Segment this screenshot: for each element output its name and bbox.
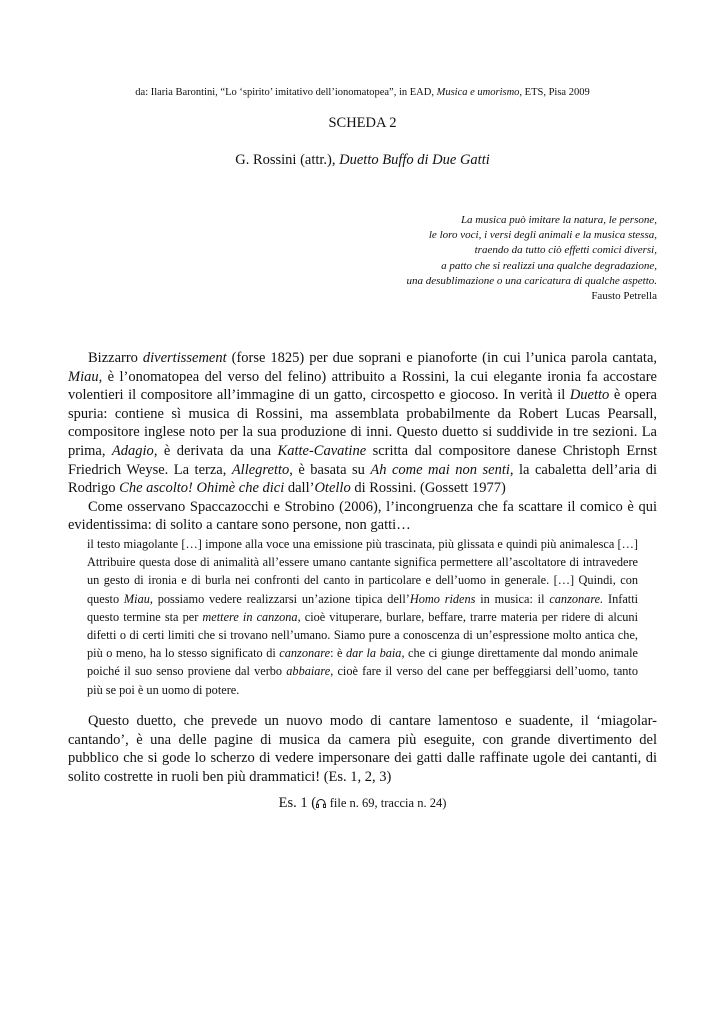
epigraph-line: le loro voci, i versi degli animali e la musica stessa, bbox=[428, 229, 657, 242]
section-heading: SCHEDA 2 bbox=[328, 115, 397, 131]
paragraph-comment: Come osservano Spaccazocchi e Strobino (2006), l’incongruenza che fa scattare il comico è qui evidentissima: di solito a cantare sono persone, non gatti… bbox=[68, 498, 657, 534]
epigraph bbox=[297, 213, 657, 304]
epigraph-line: traendo da tutto ciò effetti comici diversi, bbox=[474, 244, 657, 257]
title-composer: G. Rossini (attr.), bbox=[235, 152, 336, 168]
body-text-closing bbox=[68, 712, 657, 786]
source-citation bbox=[0, 87, 725, 98]
piece-title bbox=[0, 152, 725, 169]
example-label: Es. 1 ( bbox=[278, 795, 317, 811]
source-book-title: Musica e umorismo bbox=[436, 87, 520, 98]
body-text bbox=[68, 349, 657, 535]
title-work: Duetto Buffo di Due Gatti bbox=[339, 152, 490, 168]
block-quote bbox=[87, 535, 638, 699]
epigraph-author: Fausto Petrella bbox=[591, 290, 657, 303]
epigraph-line: La musica può imitare la natura, le persone, bbox=[460, 214, 657, 226]
quote-text: il testo miagolante […] impone alla voce una emissione più trascinata, più glissata e quindi più animalesca […] Attribuire questa dose di animalità all’essere umano cantante significa permettere all’ascoltatore di intravedere un gesto di ironia e di burla nei confronti del canto in particolare e dell’uomo in generale. […] Quindi, con questo Miau, possiamo vedere realizzarsi un’azione tipica dell’Homo ridens in musica: il canzonare. Infatti questo termine sta per mettere in canzona, cioè vituperare, burlare, beffare, trarre materia per ridere di alcuni difetti o di certi limiti che si trovano nell’umano. Siamo pure a conoscenza di un’espressione molto antica che, più o meno, ha lo stesso significato di canzonare: è dar la baia, che ci giunge direttamente dal mondo animale poiché il suo senso proviene dal verbo abbaiare, cioè fare il verso del cane per beffeggiarsi dell’uomo, tanto più se poi è un uomo di potere. bbox=[87, 537, 639, 697]
headphones-icon bbox=[316, 796, 326, 805]
epigraph-line: una desublimazione o una caricatura di qualche aspetto. bbox=[406, 274, 657, 287]
source-suffix: , ETS, Pisa 2009 bbox=[519, 87, 590, 98]
paragraph-closing: Questo duetto, che prevede un nuovo modo di cantare lamentoso e suadente, il ‘miagolar-cantando’, è una delle pagine di musica da camera più eseguite, con grande divertimento del pubblico che si gode lo scherzo di vedere impersonare dei gatti dalle raffinate ugole dei cantanti, di solito costrette in ruoli ben più drammatici! (Es. 1, 2, 3) bbox=[68, 713, 657, 785]
epigraph-line: a patto che si realizzi una qualche degradazione, bbox=[441, 259, 657, 272]
paragraph-intro: Bizzarro divertissement (forse 1825) per due soprani e pianoforte (in cui l’unica parola cantata, Miau, è l’onomatopea del verso del felino) attribuito a Rossini, la cui elegante ironia fa accostare volentieri il compositore all’immagine di un gatto, circospetto e giocoso. In verità il Duetto è opera spuria: contiene sì musica di Rossini, ma assemblata probabilmente da Robert Lucas Pearsall, compositore inglese noto per la sua produzione di inni. Questo duetto si suddivide in tre sezioni. La prima, Adagio, è derivata da una Katte-Cavatine scritta dal compositore danese Christoph Ernst Friedrich Weyse. La terza, Allegretto, è basata su Ah come mai non senti, la cabaletta dell’aria di Rodrigo Che ascolto! Ohimè che dici dall’Otello di Rossini. (Gossett 1977) bbox=[68, 350, 657, 497]
example-file-ref: file n. 69, traccia n. 24) bbox=[329, 796, 447, 810]
source-prefix: da: Ilaria Barontini, “Lo ‘spirito’ imitativo dell’ionomatopea”, in EAD, bbox=[135, 87, 434, 98]
example-reference bbox=[0, 795, 725, 812]
